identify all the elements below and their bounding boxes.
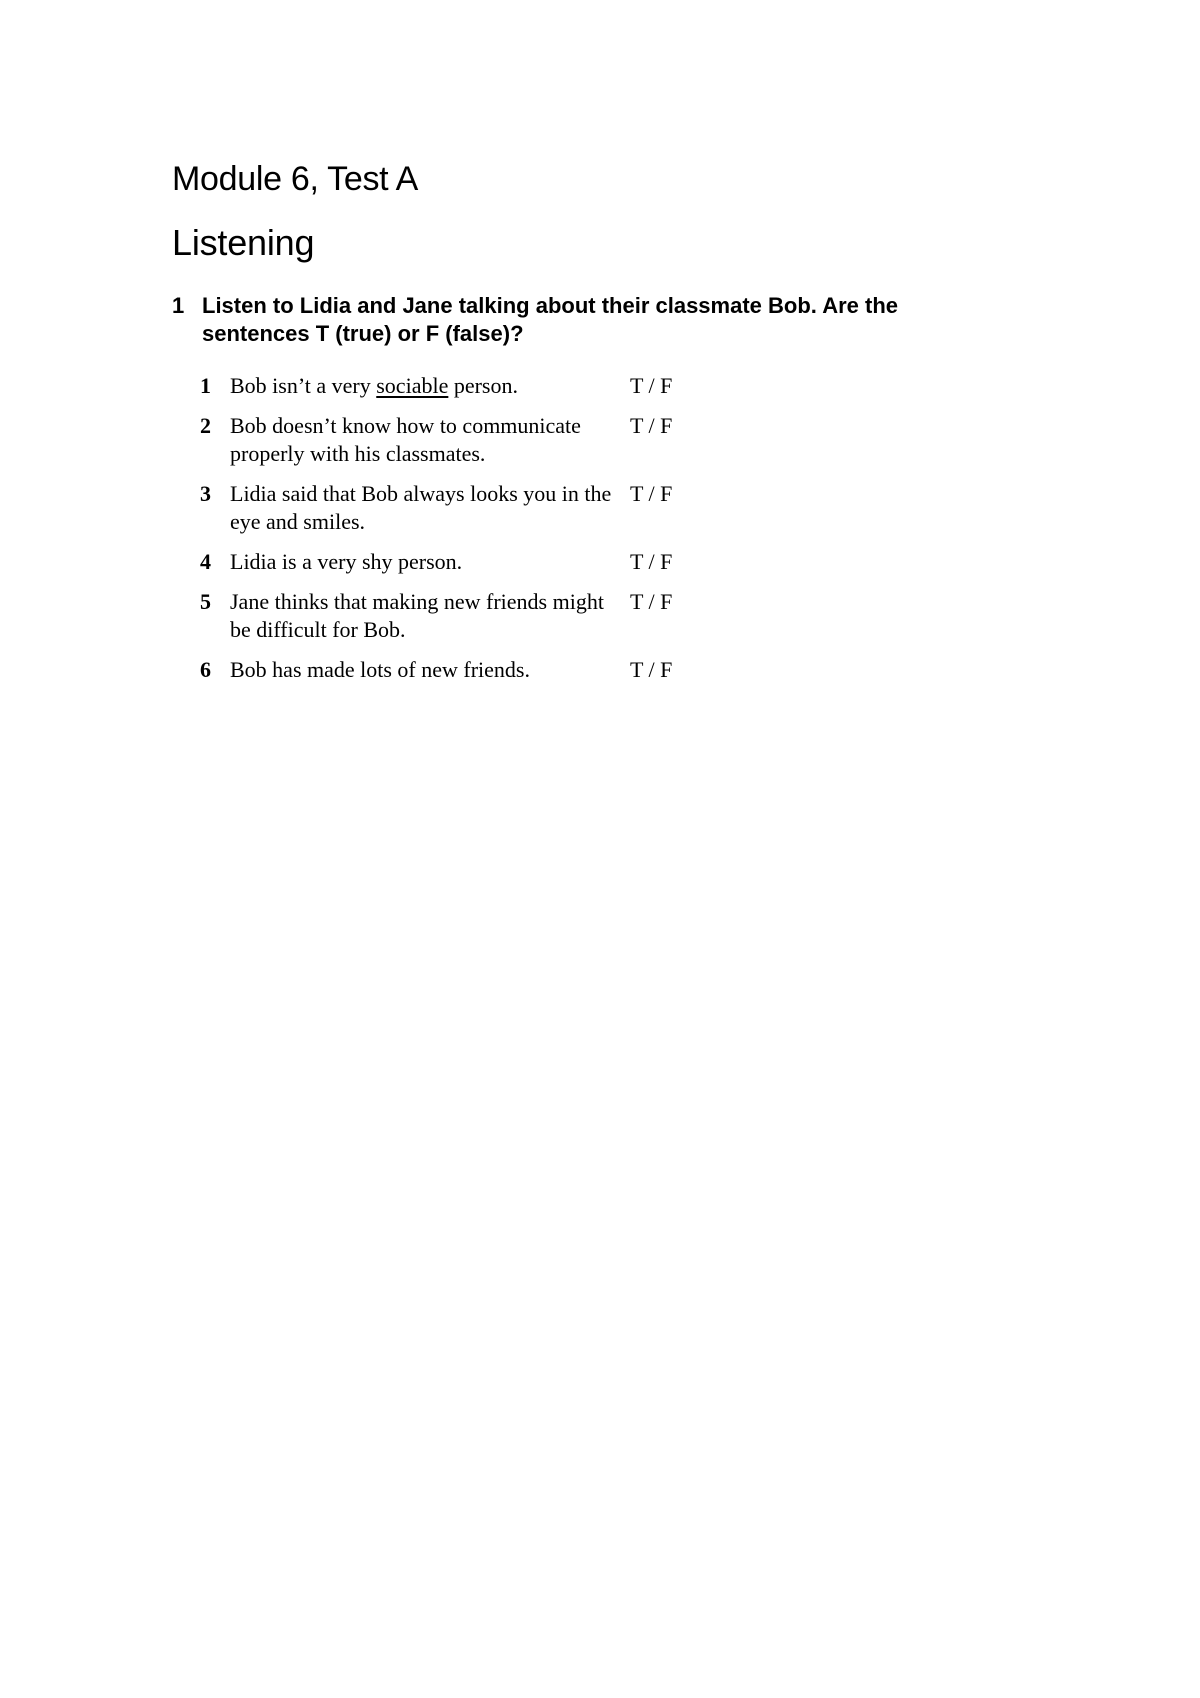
statement-item xyxy=(200,548,720,576)
statement-text: Jane thinks that making new friends might be difficult for Bob. xyxy=(230,589,604,642)
statement-text xyxy=(230,372,630,400)
true-false-choice[interactable]: T / F xyxy=(630,413,673,438)
statement-item xyxy=(200,588,720,644)
underlined-word: sociable xyxy=(376,373,449,398)
statement-text: Bob doesn’t know how to communicate properly with his classmates. xyxy=(230,413,581,466)
statement-item xyxy=(200,656,720,684)
statement-item xyxy=(200,480,720,536)
statement-text: Lidia is a very shy person. xyxy=(230,549,463,574)
statement-number: 3 xyxy=(200,481,211,506)
true-false-choice[interactable]: T / F xyxy=(630,657,673,682)
statement-list xyxy=(200,372,720,696)
true-false-choice[interactable]: T / F xyxy=(630,549,673,574)
section-title: Listening xyxy=(172,222,315,263)
true-false-choice[interactable]: T / F xyxy=(630,373,673,398)
statement-text: Lidia said that Bob always looks you in the eye and smiles. xyxy=(230,481,612,534)
true-false-choice[interactable]: T / F xyxy=(630,481,673,506)
exercise-number: 1 xyxy=(172,293,185,318)
page-title: Module 6, Test A xyxy=(172,160,418,198)
statement-number: 5 xyxy=(200,589,211,614)
statement-item xyxy=(200,412,720,468)
statement-number: 4 xyxy=(200,549,211,574)
statement-text-before: Bob isn’t a very xyxy=(230,373,377,398)
statement-item xyxy=(200,372,720,400)
statement-number: 2 xyxy=(200,413,211,438)
exercise-instruction xyxy=(172,292,992,348)
statement-text: Bob has made lots of new friends. xyxy=(230,657,530,682)
statement-number: 6 xyxy=(200,657,211,682)
true-false-choice[interactable]: T / F xyxy=(630,589,673,614)
instruction-text: Listen to Lidia and Jane talking about their classmate Bob. Are the sentences T (true) or F (false)? xyxy=(202,293,898,346)
statement-number: 1 xyxy=(200,373,211,398)
statement-text-after: person. xyxy=(448,373,518,398)
